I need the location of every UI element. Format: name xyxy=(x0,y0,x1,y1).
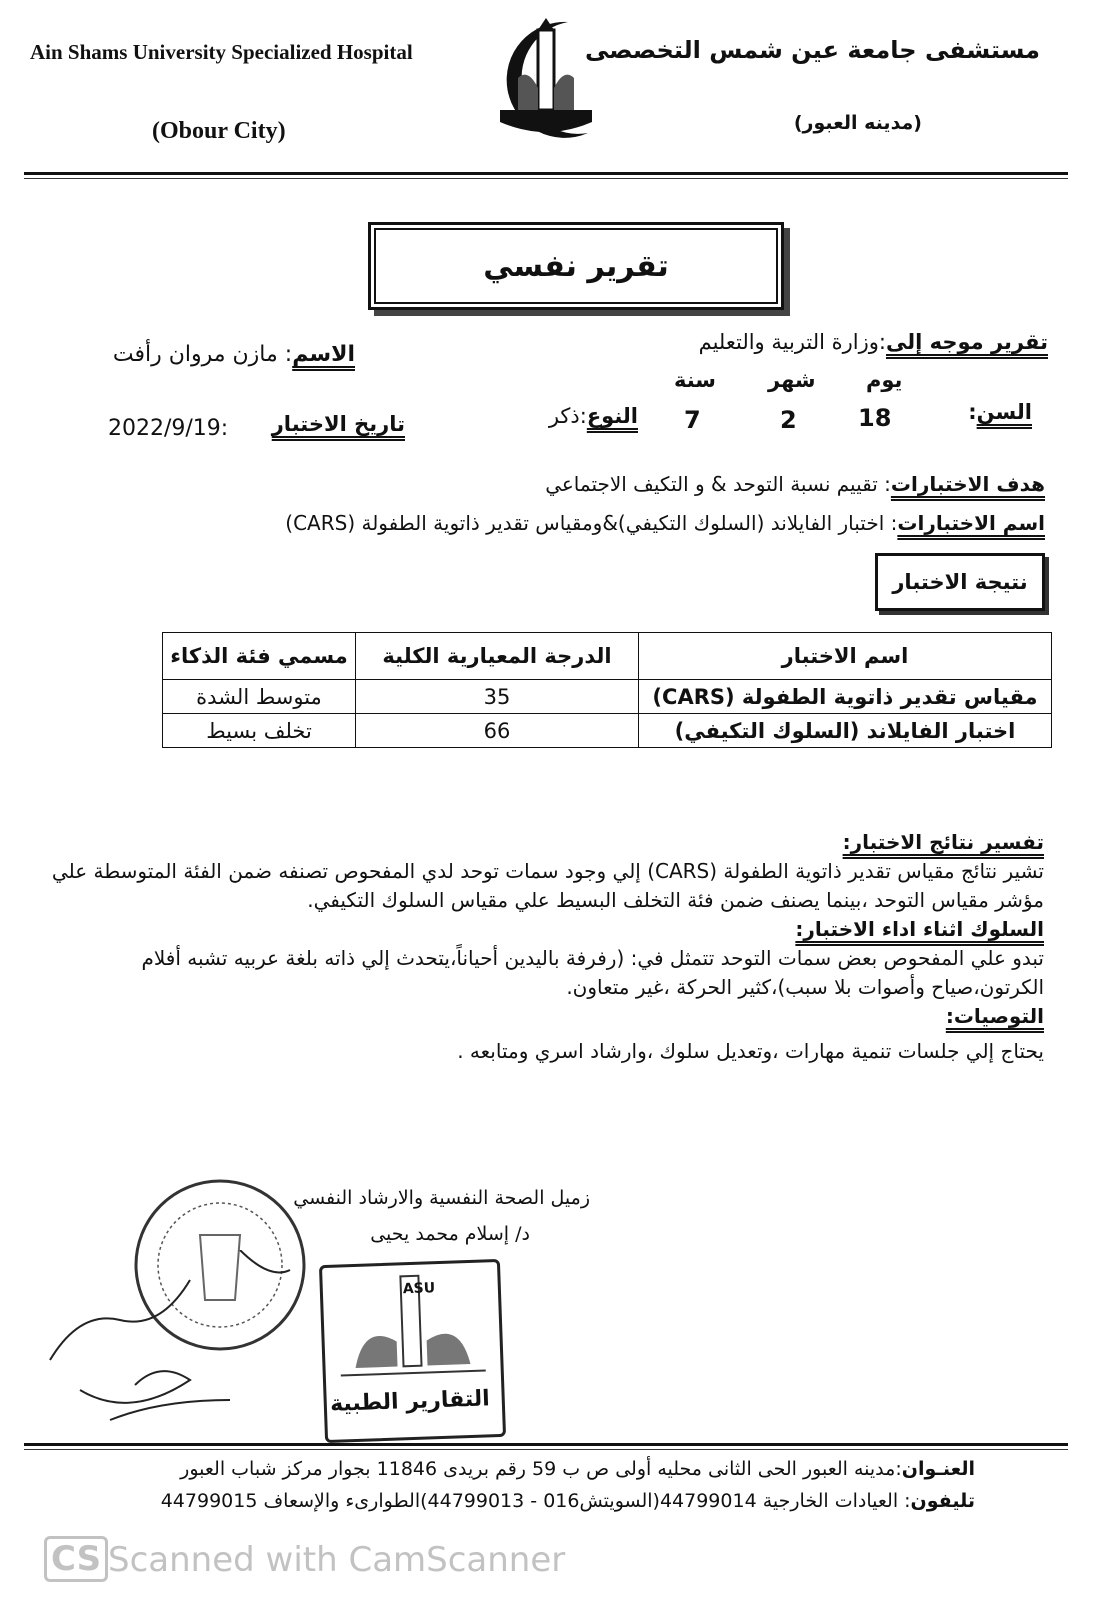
city-ar: (مدينه العبور) xyxy=(793,112,922,134)
behavior-text: تبدو علي المفحوص بعض سمات التوحد تتمثل في: (رفرفة باليدين أحياناً،يتحدث إلي ذاته بلغة عربيه تشبه أفلام الكرتون،صياح وأصوات بلا سبب)،كثير الحركة ،غير متعاون. xyxy=(141,946,1044,999)
cell-test-name: اختبار الفايلاند (السلوك التكيفي) xyxy=(639,714,1052,748)
stamp-letters: ASU xyxy=(402,1280,436,1298)
tests-name xyxy=(175,508,1045,538)
col-category: مسمي فئة الذكاء xyxy=(163,633,356,680)
recommendations-text: يحتاج إلي جلسات تنمية مهارات ،وتعديل سلوك ،وارشاد اسري ومتابعه . xyxy=(457,1039,1044,1063)
table-header-row xyxy=(163,633,1052,680)
tests-name-value: : اختبار الفايلاند (السلوك التكيفي)&ومقياس تقدير ذاتوية الطفولة (CARS) xyxy=(285,511,898,535)
age-month: 2 xyxy=(780,406,797,434)
interpretation-heading: تفسير نتائج الاختبار: xyxy=(842,830,1044,854)
address-label: العنـوان xyxy=(901,1458,975,1480)
table-row xyxy=(163,714,1052,748)
table-row xyxy=(163,680,1052,714)
signature-block xyxy=(293,1180,590,1252)
tests-goal-label: هدف الاختبارات xyxy=(890,472,1045,496)
handwritten-signature-icon xyxy=(40,1250,300,1440)
tests-goal xyxy=(345,472,1045,496)
addressed-to xyxy=(699,330,1048,354)
name-value: : مازن مروان رأفت xyxy=(112,342,293,367)
age-colon: : xyxy=(968,400,977,424)
phone-value: : العيادات الخارجية 44799014(السويتش016 - 44799013)الطوارىء والإسعاف 44799015 xyxy=(160,1490,911,1512)
interpretation-section xyxy=(28,828,1044,1066)
footer-address xyxy=(180,1458,975,1480)
cell-test-name: مقياس تقدير ذاتوية الطفولة (CARS) xyxy=(639,680,1052,714)
signature-doctor: د/ إسلام محمد يحيى xyxy=(370,1223,530,1245)
gender xyxy=(549,404,638,428)
report-title: تقرير نفسي xyxy=(368,222,784,310)
cell-category: تخلف بسيط xyxy=(163,714,356,748)
name-label: الاسم xyxy=(292,342,355,367)
interpretation-text: تشير نتائج مقياس تقدير ذاتوية الطفولة (CARS) إلي وجود سمات توحد لدي المفحوص تصنفه ضمن الفئة المتوسطة علي مؤشر مقياس التوحد ،بينما يصنف ضمن فئة التخلف البسيط علي مقياس السلوك التكيفي. xyxy=(51,859,1044,912)
year-label: سنة xyxy=(674,368,716,392)
cell-category: متوسط الشدة xyxy=(163,680,356,714)
hospital-name-ar: مستشفى جامعة عين شمس التخصصى xyxy=(584,36,1040,64)
age-label-group xyxy=(968,400,1032,424)
age-year: 7 xyxy=(684,406,701,434)
gender-value: :ذكر xyxy=(548,404,587,428)
addressed-to-value: :وزارة التربية والتعليم xyxy=(698,330,886,354)
camscanner-logo: CS xyxy=(44,1536,108,1582)
gender-label: النوع xyxy=(586,404,638,428)
addressed-to-label: تقرير موجه إلى xyxy=(885,330,1048,354)
header-divider xyxy=(24,172,1068,179)
tests-name-label: اسم الاختبارات xyxy=(897,511,1045,535)
result-heading: نتيجة الاختبار xyxy=(875,553,1045,611)
city-en: (Obour City) xyxy=(152,118,286,144)
behavior-heading: السلوك اثناء اداء الاختبار: xyxy=(795,917,1044,941)
patient-name xyxy=(113,342,355,367)
col-standard-score: الدرجة المعيارية الكلية xyxy=(356,633,639,680)
camscanner-watermark: Scanned with CamScanner xyxy=(108,1540,566,1580)
col-test-name: اسم الاختبار xyxy=(639,633,1052,680)
signature-role: زميل الصحة النفسية والارشاد النفسي xyxy=(293,1187,590,1209)
results-table xyxy=(162,632,1052,748)
test-date-value: 2022/9/19: xyxy=(108,416,229,441)
footer-divider xyxy=(24,1443,1068,1450)
medical-reports-stamp xyxy=(319,1259,506,1443)
address-value: :مدينه العبور الحى الثانى محليه أولى ص ب 59 رقم بريدى 11846 بجوار مركز شباب العبور xyxy=(180,1458,902,1480)
phone-label: تليفون xyxy=(910,1490,975,1512)
cell-score: 66 xyxy=(356,714,639,748)
stamp-text: التقارير الطبية xyxy=(329,1386,491,1417)
hospital-name-en: Ain Shams University Specialized Hospital xyxy=(30,40,413,64)
cell-score: 35 xyxy=(356,680,639,714)
month-label: شهر xyxy=(768,368,816,392)
age-day: 18 xyxy=(858,404,892,432)
day-label: يوم xyxy=(866,368,903,392)
test-date-label: تاريخ الاختبار xyxy=(271,412,405,436)
tests-goal-value: : تقييم نسبة التوحد & و التكيف الاجتماعي xyxy=(545,472,891,496)
footer-phone xyxy=(161,1490,975,1512)
age-label: السن xyxy=(976,400,1032,424)
hospital-logo-icon xyxy=(488,18,603,148)
recommendations-heading: التوصيات: xyxy=(945,1004,1044,1028)
